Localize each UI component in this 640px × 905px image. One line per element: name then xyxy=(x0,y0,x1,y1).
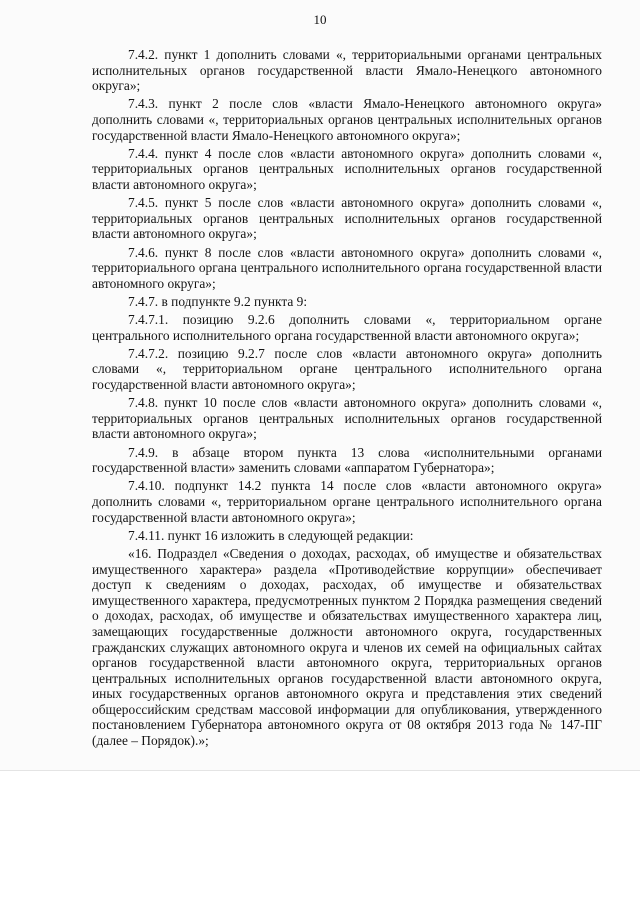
paragraph-16-quote: «16. Подраздел «Сведения о доходах, расходах, об имуществе и обязательствах имущественного характера» раздела «Противодействие коррупции» обеспечивает доступ к сведениям о доходах, расходах, об имуществе и обязательствах имущественного характера, предусмотренных пунктом 2 Порядка размещения сведений о доходах, расходах, об имуществе и обязательствах имущественного характера лиц, замещающих государственные должности автономного округа, государственных гражданских служащих автономного округа и членов их семей на официальных сайтах органов государственной власти автономного округа, территориальных органов центральных исполнительных органов государственной власти автономного округа, иных государственных органов автономного округа и представления этих сведений общероссийским средствам массовой информации для опубликования, утвержденного постановлением Губернатора автономного округа от 08 октября 2013 года № 147-ПГ (далее – Порядок).»; xyxy=(92,545,602,749)
page-number: 10 xyxy=(313,12,327,27)
paragraph-7-4-10: 7.4.10. подпункт 14.2 пункта 14 после слов «власти автономного округа» дополнить словами «, территориальном органе центрального исполнительного органа государственной власти автономного округа»; xyxy=(92,478,602,525)
paragraph-7-4-7: 7.4.7. в подпункте 9.2 пункта 9: xyxy=(128,293,308,309)
paragraph-7-4-9: 7.4.9. в абзаце втором пункта 13 слова «исполнительными органами государственной власти» заменить словами «аппаратом Губернатора»; xyxy=(92,444,602,476)
paragraph-7-4-7-2: 7.4.7.2. позицию 9.2.7 после слов «власти автономного округа» дополнить словами «, территориальном органе центрального исполнительного органа государственной власти автономного округа»; xyxy=(92,345,602,393)
paragraph-7-4-7-1: 7.4.7.1. позицию 9.2.6 дополнить словами «, территориальном органе центрального исполнительного органа государственной власти автономного округа»; xyxy=(92,312,602,343)
paragraph-7-4-6: 7.4.6. пункт 8 после слов «власти автономного округа» дополнить словами «, территориального органа центрального исполнительного органа государственной власти автономного округа»; xyxy=(92,244,602,291)
paragraph-7-4-11: 7.4.11. пункт 16 изложить в следующей редакции: xyxy=(128,527,414,543)
paragraph-7-4-3: 7.4.3. пункт 2 после слов «власти Ямало-Ненецкого автономного округа» дополнить словами «, территориальных органов центральных исполнительных органов государственной власти Ямало-Ненецкого автономного округа»; xyxy=(92,96,602,143)
paragraph-7-4-5: 7.4.5. пункт 5 после слов «власти автономного округа» дополнить словами «, территориальных органов центральных исполнительных органов государственной власти автономного округа»; xyxy=(92,195,602,242)
document-body xyxy=(92,47,602,749)
paragraph-7-4-8: 7.4.8. пункт 10 после слов «власти автономного округа» дополнить словами «, территориальных органов центральных исполнительных органов государственной власти автономного округа»; xyxy=(92,395,602,442)
paragraph-7-4-4: 7.4.4. пункт 4 после слов «власти автономного округа» дополнить словами «, территориальных органов центральных исполнительных органов государственной власти автономного округа»; xyxy=(92,145,602,192)
paragraph-7-4-2: 7.4.2. пункт 1 дополнить словами «, территориальными органами центральных исполнительных органов государственной власти Ямало-Ненецкого автономного округа»; xyxy=(92,47,602,94)
